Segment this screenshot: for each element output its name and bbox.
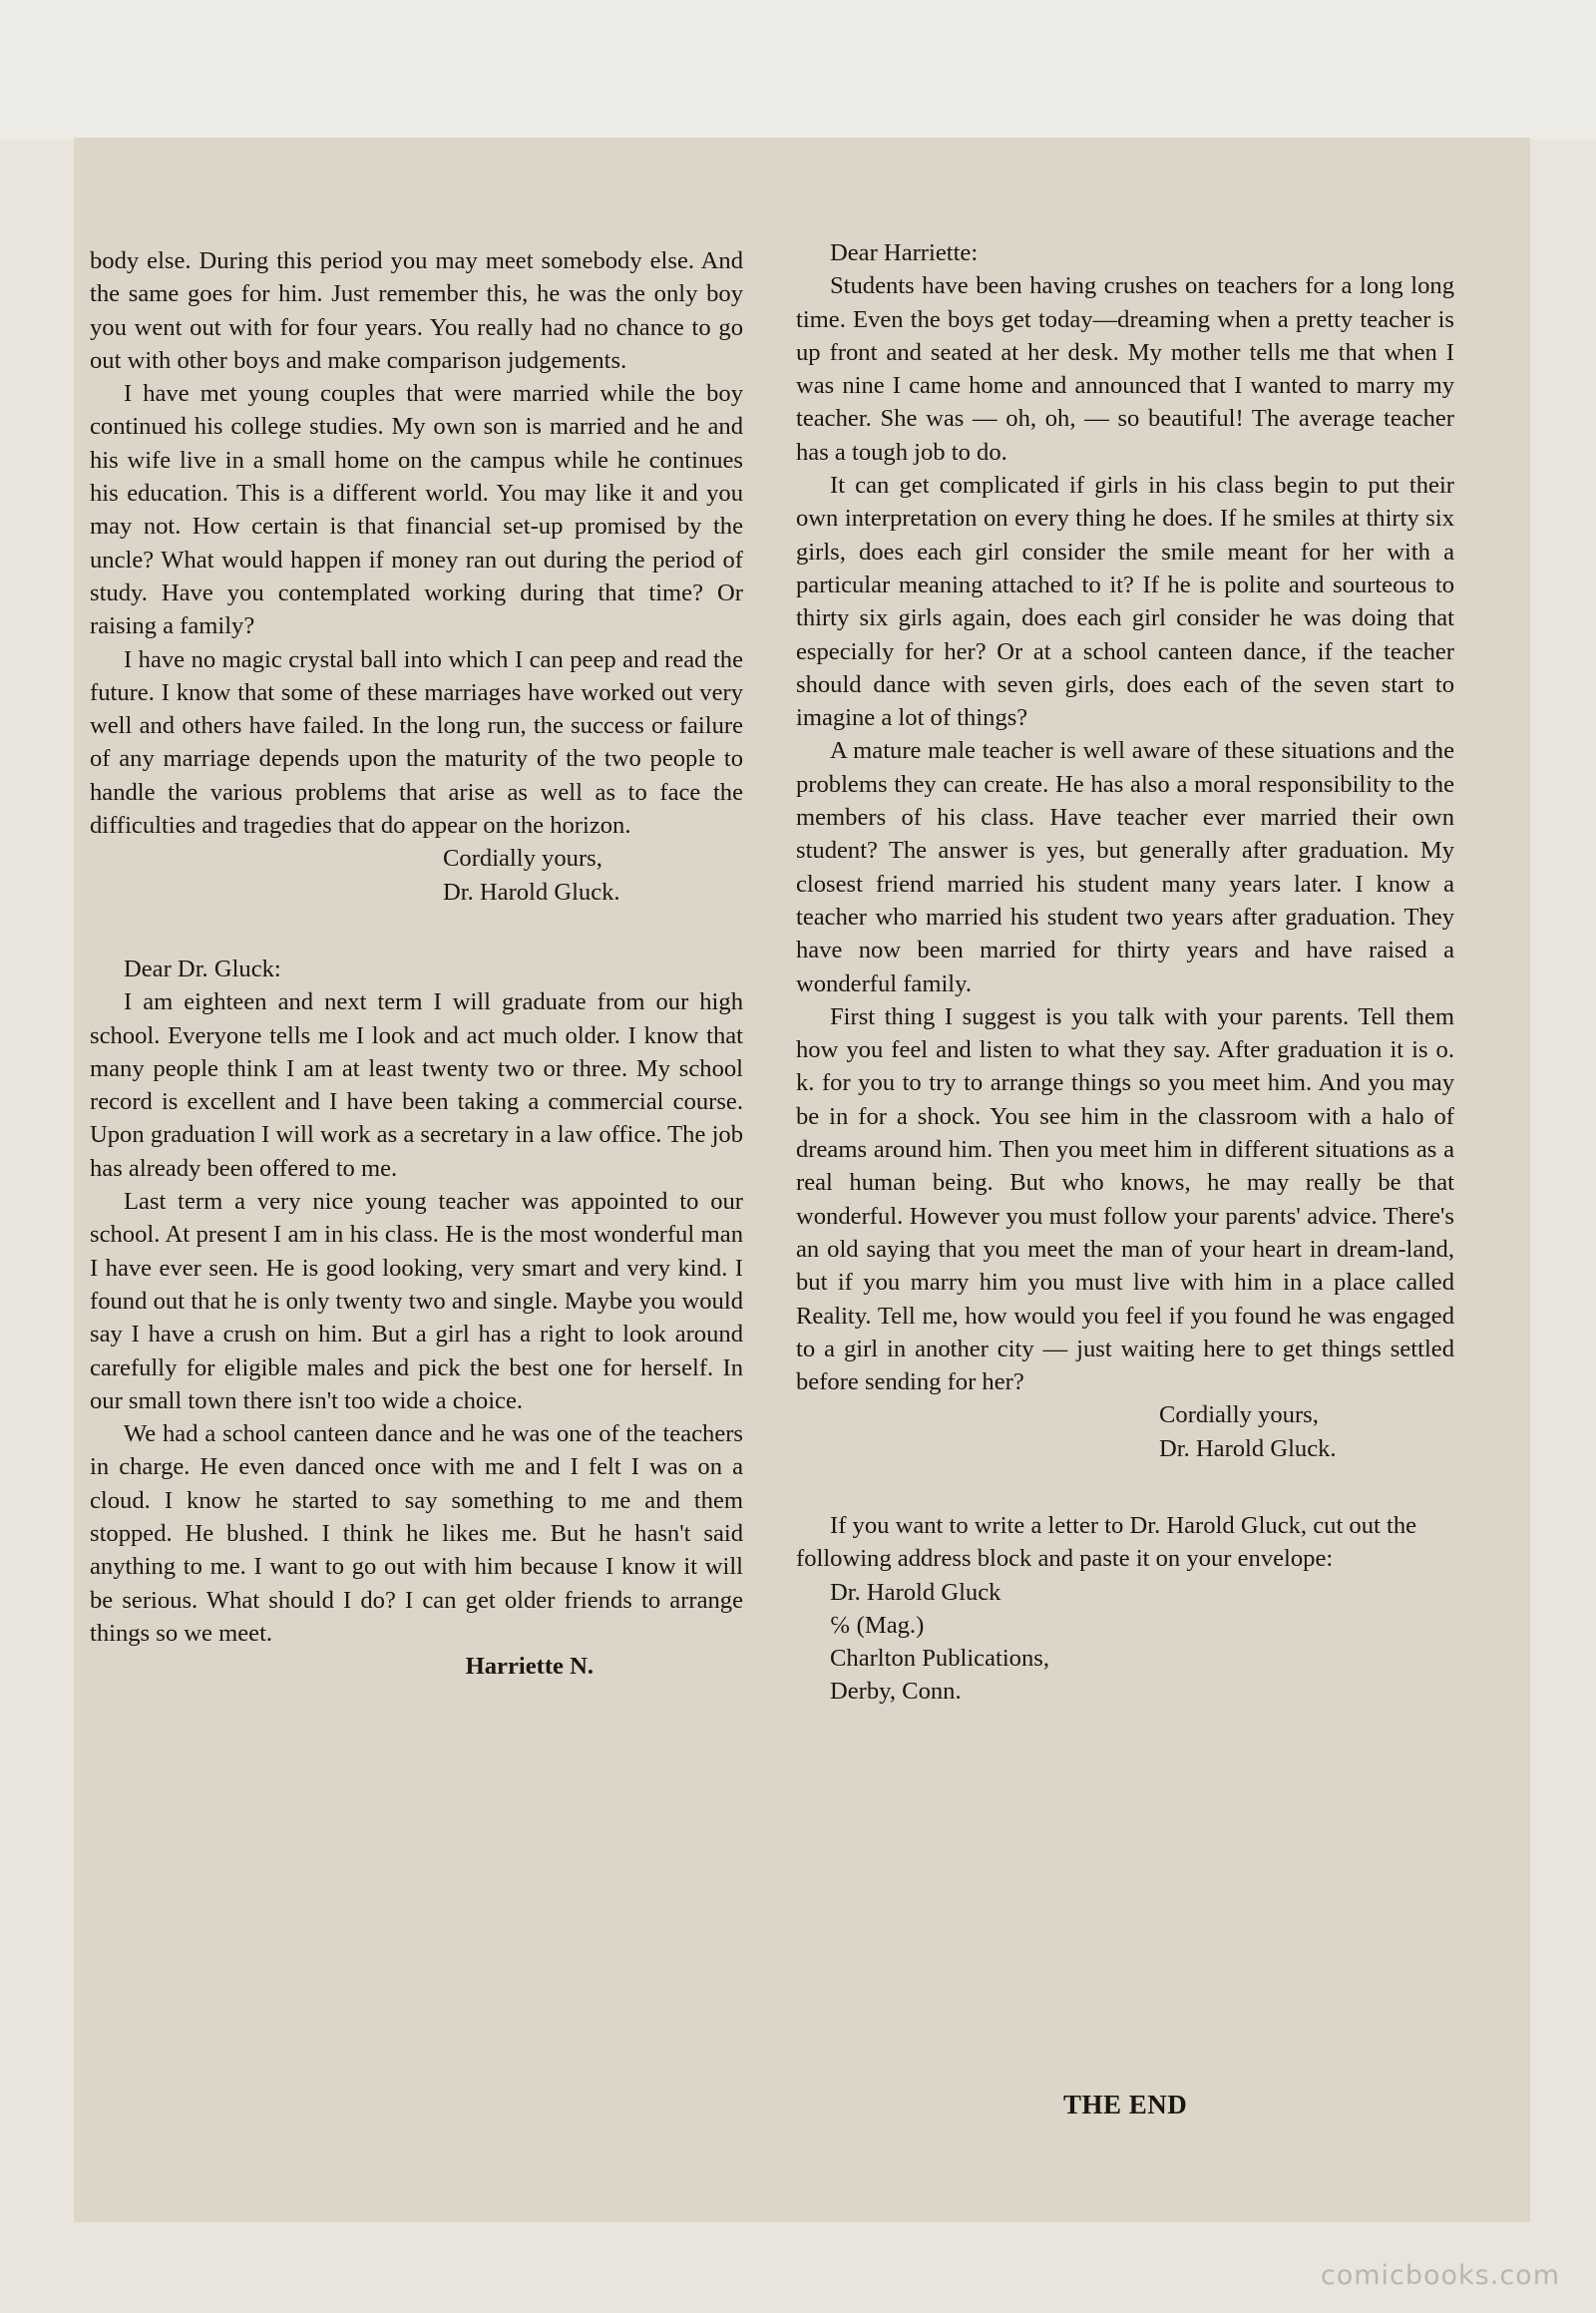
salutation: Dear Dr. Gluck: — [124, 955, 281, 982]
left-column — [90, 244, 743, 1683]
continued-paragraph: body else. During this period you may meet somebody else. And the same goes for him. Just remember this, he was the only boy you went out with for four years. You really had no chance to go out with other boys and make comparison judgements. — [90, 247, 743, 374]
spacer — [90, 909, 743, 953]
address-line: Derby, Conn. — [830, 1678, 962, 1706]
body-paragraph: A mature male teacher is well aware of these situations and the problems they can create. He has also a moral responsibility to the members of his class. Have teacher ever married their own student? The answer is yes, but generally after graduation. My closest friend married his student many years later. I know a teacher who married his student two years after graduation. They have now been married for thirty years and have raised a wonderful family. — [796, 737, 1454, 997]
body-paragraph: I have no magic crystal ball into which I can peep and read the future. I know that some of these marriages have worked out very well and others have failed. In the long run, the success or failure of any marriage depends upon the maturity of the two people to handle the various problems that arise as well as to face the difficulties and tragedies that do appear on the horizon. — [90, 645, 743, 840]
body-paragraph: I am eighteen and next term I will graduate from our high school. Everyone tells me I look and act much older. I know that many people think I am at least twenty two or three. My school record is excellent and I have been taking a commercial course. Upon graduation I will work as a secretary in a law office. The job has already been offered to me. — [90, 988, 743, 1182]
right-column — [796, 236, 1454, 1709]
body-paragraph: We had a school canteen dance and he was one of the teachers in charge. He even danced once with me and I felt I was on a cloud. I know he started to say something to me and them stopped. He blushed. I think he likes me. But he hasn't said anything to me. I want to go out with him because I know it will be serious. What should I do? I can get older friends to arrange things so we meet. — [90, 1420, 743, 1647]
letter-signature: Harriette N. — [465, 1653, 594, 1681]
body-paragraph: First thing I suggest is you talk with your parents. Tell them how you feel and listen to what they say. After graduation it is o. k. for you to try to arrange things so you meet him. And you may be in for a shock. You see him in the classroom with a halo of dreams around him. Then you meet him in different situations as a real human being. But who knows, he may really be that wonderful. However you must follow your parents' advice. There's an old saying that you meet the man of your heart in dream-land, but if you marry him you must live with him in a place called Reality. Tell me, how would you feel if you found he was engaged to a girl in another city — just waiting here to get things settled before sending for her? — [796, 1002, 1454, 1396]
doctor-signature: Dr. Harold Gluck. — [1159, 1434, 1337, 1462]
salutation: Dear Harriette: — [830, 239, 979, 266]
body-paragraph: I have met young couples that were married while the boy continued his college studies. My own son is married and he and his wife live in a small home on the campus while he continues his education. This is a different world. You may like it and you may not. How certain is that financial set-up promised by the uncle? What would happen if money ran out during the period of study. Have you contemplated working during that time? Or raising a family? — [90, 380, 743, 640]
address-instructions: If you want to write a letter to Dr. Harold Gluck, cut out the following address block and paste it on your envelope: — [796, 1511, 1417, 1573]
doctor-signature: Dr. Harold Gluck. — [443, 878, 620, 906]
page-top-margin — [0, 0, 1596, 140]
address-line: ℅ (Mag.) — [830, 1611, 925, 1639]
body-paragraph: It can get complicated if girls in his class begin to put their own interpretation on every thing he does. If he smiles at thirty six girls, does each girl consider the smile meant for her with a particular meaning attached to it? If he is polite and sourteous to thirty six girls again, does each girl consider he was doing that especially for her? Or at a school canteen dance, if the teacher should dance with seven girls, does each of the seven start to imagine a lot of things? — [796, 472, 1454, 732]
address-line: Dr. Harold Gluck — [830, 1578, 1001, 1606]
closing-line: Cordially yours, — [443, 845, 602, 873]
site-watermark: comicbooks.com — [1320, 2260, 1560, 2291]
the-end-label: THE END — [1063, 2090, 1188, 2120]
spacer — [796, 1465, 1454, 1509]
closing-line: Cordially yours, — [1159, 1401, 1319, 1429]
address-line: Charlton Publications, — [830, 1645, 1049, 1673]
body-paragraph: Last term a very nice young teacher was appointed to our school. At present I am in his class. He is the most wonderful man I have ever seen. He is good looking, very smart and very kind. I found out that he is only twenty two and single. Maybe you would say I have a crush on him. But a girl has a right to look around carefully for eligible males and pick the best one for herself. In our small town there isn't too wide a choice. — [90, 1188, 743, 1414]
body-paragraph: Students have been having crushes on teachers for a long long time. Even the boys get today—dreaming when a pretty teacher is up front and seated at her desk. My mother tells me that when I was nine I came home and announced that I wanted to marry my teacher. She was — oh, oh, — so beautiful! The average teacher has a tough job to do. — [796, 272, 1454, 466]
